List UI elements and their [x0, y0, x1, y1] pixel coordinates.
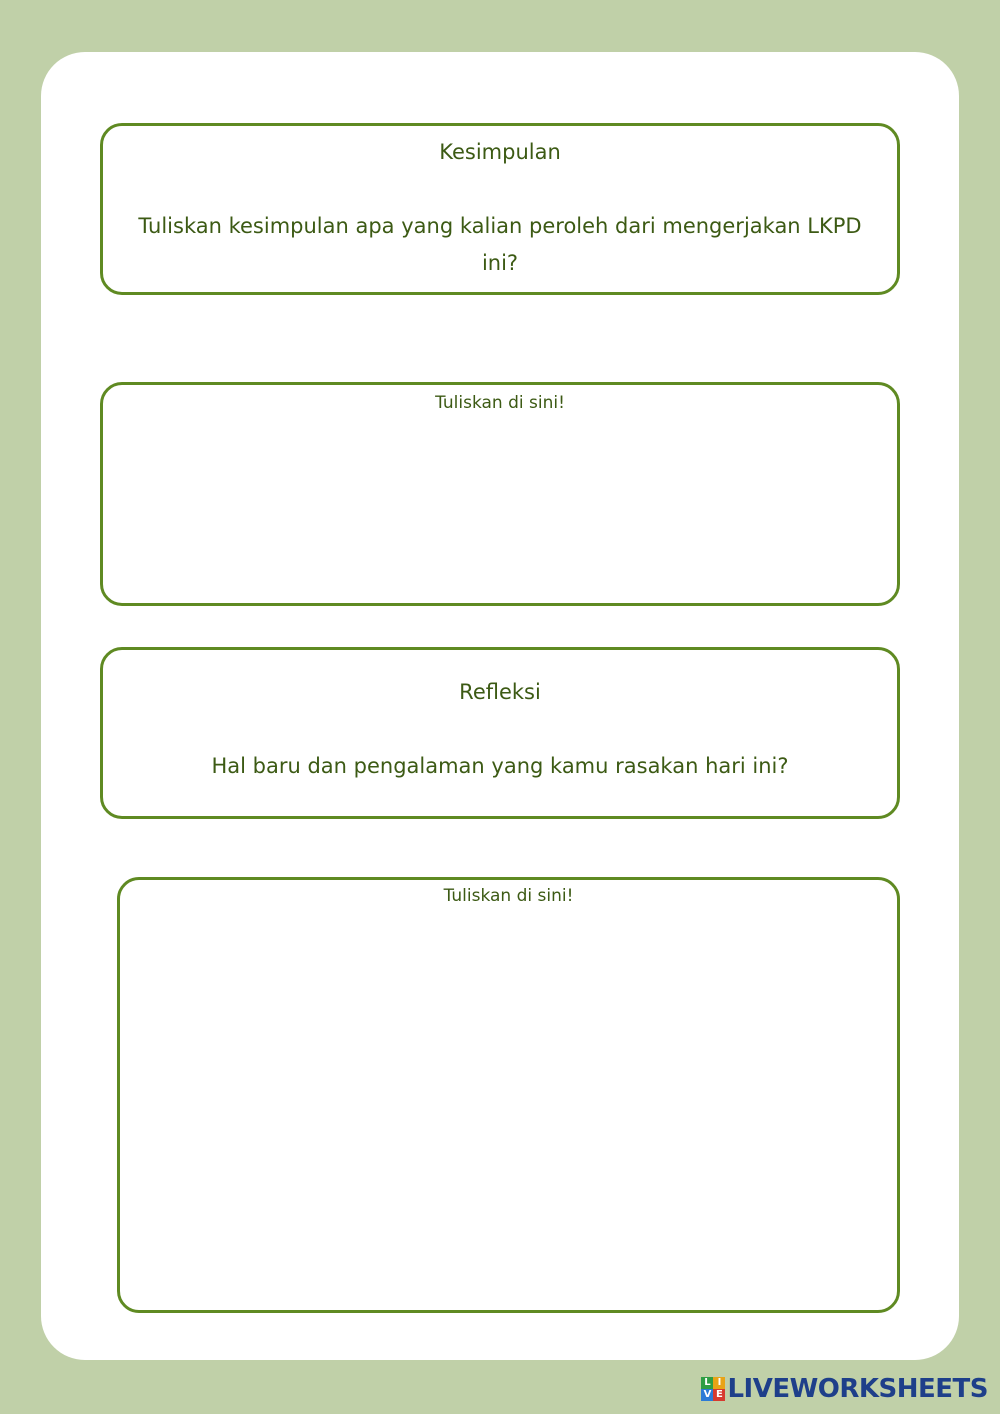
kesimpulan-answer-box[interactable] — [100, 382, 900, 606]
refleksi-box — [100, 647, 900, 819]
kesimpulan-answer-hint: Tuliskan di sini! — [435, 393, 565, 413]
refleksi-title: Refleksi — [459, 680, 541, 704]
liveworksheets-brand — [701, 1372, 988, 1406]
refleksi-prompt: Hal baru dan pengalaman yang kamu rasakan hari ini? — [211, 754, 789, 778]
kesimpulan-box — [100, 123, 900, 295]
kesimpulan-answer-input[interactable] — [113, 419, 887, 593]
refleksi-answer-input[interactable] — [130, 914, 887, 1300]
refleksi-answer-hint: Tuliskan di sini! — [443, 886, 574, 906]
logo-letter-i: I — [713, 1377, 725, 1389]
kesimpulan-title: Kesimpulan — [439, 140, 561, 164]
logo-letter-v: V — [701, 1389, 713, 1401]
logo-letter-e: E — [713, 1389, 725, 1401]
liveworksheets-logo-icon — [701, 1377, 725, 1401]
kesimpulan-prompt: Tuliskan kesimpulan apa yang kalian peroleh dari mengerjakan LKPD ini? — [138, 214, 862, 275]
liveworksheets-wordmark: LIVEWORKSHEETS — [727, 1374, 988, 1404]
refleksi-answer-box[interactable] — [117, 877, 900, 1313]
logo-letter-l: L — [701, 1377, 713, 1389]
